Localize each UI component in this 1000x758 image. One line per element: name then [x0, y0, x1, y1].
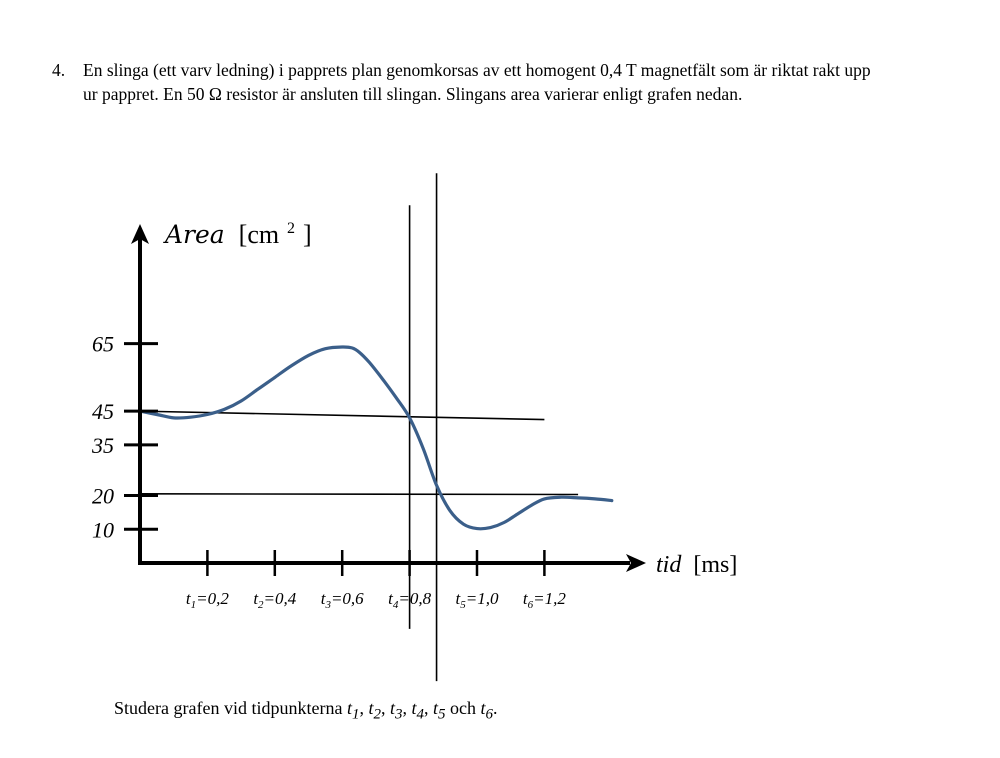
footer-sep: , — [380, 698, 390, 718]
y-tick-label-35: 35 — [92, 432, 114, 458]
footer-t4: t — [411, 698, 417, 718]
x-tick-label-3: $t_3=0,6$ — [320, 589, 364, 611]
y-tick-label-10: 10 — [92, 517, 114, 543]
footer-sep: och — [445, 698, 481, 718]
footer-sep: , — [424, 698, 433, 718]
reference-line-horizontal-2 — [140, 494, 578, 495]
x-tick-label-2: $t_2=0,4$ — [253, 589, 297, 611]
footer-s1: 1 — [351, 706, 360, 723]
problem-number: 4. — [52, 60, 66, 80]
y-axis-label — [163, 210, 312, 249]
area-curve — [140, 347, 612, 529]
footer-s6: 6 — [485, 706, 494, 723]
footer-s3: 3 — [394, 706, 403, 723]
y-tick-label-20: 20 — [92, 483, 114, 509]
y-axis-label-unit: [cm — [238, 220, 280, 249]
footer-instruction — [114, 698, 498, 724]
footer-t1: t — [346, 698, 352, 718]
y-axis-label-close: ] — [303, 220, 312, 249]
footer-t2: t — [368, 698, 374, 718]
x-axis-label-name: tid — [656, 552, 682, 578]
x-tick-label-4: $t_4=0,8$ — [388, 589, 432, 611]
footer-t6: t — [480, 698, 486, 718]
problem-text: En slinga (ett varv ledning) i papprets plan genomkorsas av ett homogent 0,4 T magnetfält som är riktat rakt upp ur pappret. En 50 Ω resistor är ansluten till slingan. Slingans area varierar enligt grafen nedan. — [83, 60, 871, 104]
footer-s4: 4 — [416, 706, 424, 723]
y-tick-label-45: 45 — [92, 399, 114, 425]
footer-t3: t — [389, 698, 395, 718]
x-tick-label-6: $t_6=1,2$ — [522, 589, 566, 611]
footer-s2: 2 — [373, 706, 381, 723]
x-axis-label — [656, 552, 737, 578]
y-tick-label-65: 65 — [92, 331, 114, 357]
footer-t5: t — [433, 698, 439, 718]
footer-text: Studera grafen vid tidpunkterna — [114, 698, 343, 718]
x-tick-label-1: $t_1=0,2$ — [185, 589, 229, 611]
footer-s5: 5 — [438, 706, 446, 723]
footer-end: . — [493, 698, 498, 718]
footer-sep: , — [402, 698, 412, 718]
x-axis-label-unit: [ms] — [693, 552, 738, 578]
footer-sep: , — [359, 698, 369, 718]
y-axis-label-name: Area — [165, 220, 225, 249]
x-tick-label-5: $t_5=1,0$ — [455, 589, 499, 611]
y-axis-label-sup: 2 — [287, 220, 296, 237]
